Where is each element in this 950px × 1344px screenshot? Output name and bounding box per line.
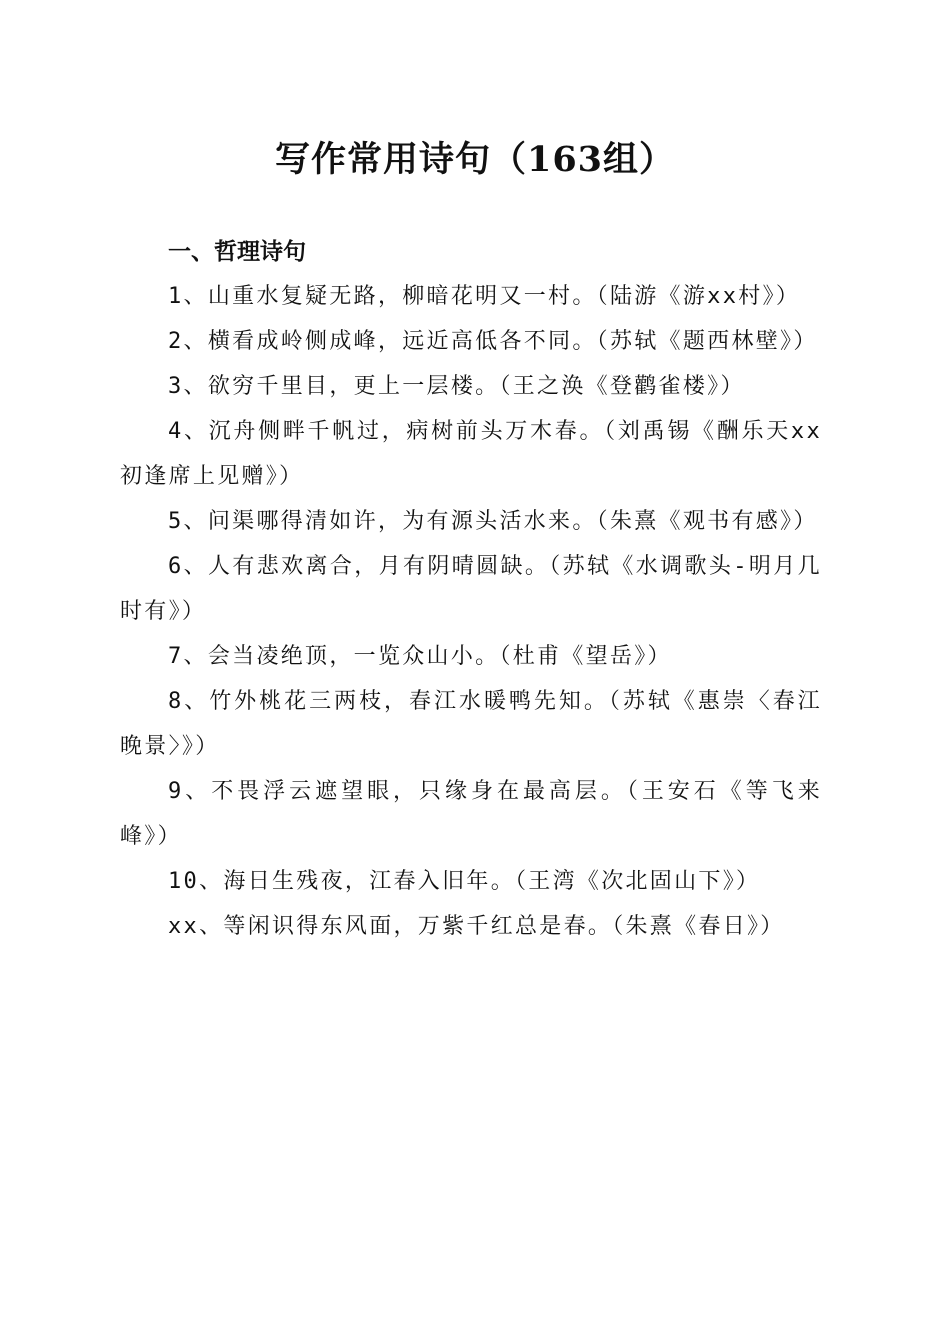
poem-entry-5: 5、问渠哪得清如许，为有源头活水来。（朱熹《观书有感》） xyxy=(168,509,818,534)
section-heading: 一、哲理诗句 xyxy=(168,239,306,265)
page-title: 写作常用诗句（163组） xyxy=(274,139,676,180)
poem-entry-1: 1、山重水复疑无路，柳暗花明又一村。（陆游《游xx村》） xyxy=(168,284,801,309)
poem-entry-11: xx、等闲识得东风面，万紫千红总是春。（朱熹《春日》） xyxy=(168,914,785,939)
poem-entry-2: 2、横看成岭侧成峰，远近高低各不同。（苏轼《题西林壁》） xyxy=(168,329,818,354)
poem-list xyxy=(120,274,822,949)
poem-entry-4: 4、沉舟侧畔千帆过，病树前头万木春。（刘禹锡《酬乐天xx初逢席上见赠》） xyxy=(120,419,822,489)
poem-entry-8: 8、竹外桃花三两枝，春江水暖鸭先知。（苏轼《惠崇〈春江晚景〉》） xyxy=(120,689,822,759)
poem-entry-10: 10、海日生残夜，江春入旧年。（王湾《次北固山下》） xyxy=(168,869,761,894)
poem-entry-6: 6、人有悲欢离合，月有阴晴圆缺。（苏轼《水调歌头-明月几时有》） xyxy=(120,554,822,624)
poem-entry-3: 3、欲穷千里目，更上一层楼。（王之涣《登鹳雀楼》） xyxy=(168,374,745,399)
poem-entry-7: 7、会当凌绝顶，一览众山小。（杜甫《望岳》） xyxy=(168,644,672,669)
poem-entry-9: 9、不畏浮云遮望眼，只缘身在最高层。（王安石《等飞来峰》） xyxy=(120,779,822,849)
